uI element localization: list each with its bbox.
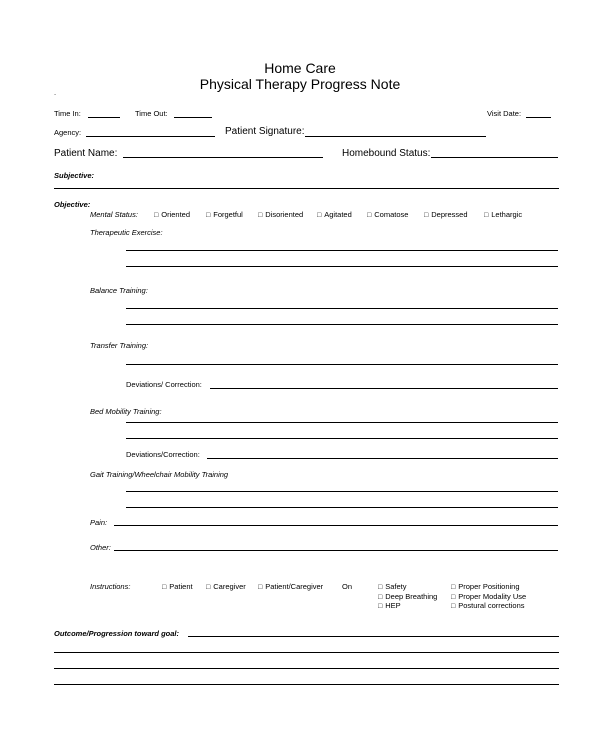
transfer-training-line[interactable] (126, 364, 558, 365)
therapeutic-exercise-label: Therapeutic Exercise: (90, 228, 163, 237)
deviations-correction-field[interactable] (210, 388, 558, 389)
topic-postural-corrections[interactable]: □ Postural corrections (451, 601, 525, 610)
topic-safety[interactable]: □ Safety (378, 582, 407, 591)
mental-option-forgetful[interactable]: □ Forgetful (206, 210, 243, 219)
other-label: Other: (90, 543, 111, 552)
homebound-status-field[interactable] (431, 157, 558, 158)
outcome-field[interactable] (188, 636, 559, 637)
topic-proper-modality-use[interactable]: □ Proper Modality Use (451, 592, 526, 601)
time-in-label: Time In: (54, 109, 81, 118)
instruction-patient[interactable]: □ Patient (162, 582, 193, 591)
deviations-correction-label: Deviations/ Correction: (126, 380, 202, 389)
balance-training-line[interactable] (126, 308, 558, 309)
bed-mobility-line[interactable] (126, 422, 558, 423)
transfer-training-label: Transfer Training: (90, 341, 149, 350)
instruction-patient-caregiver[interactable]: □ Patient/Caregiver (258, 582, 323, 591)
time-out-label: Time Out: (135, 109, 168, 118)
outcome-line[interactable] (54, 684, 559, 685)
balance-training-line[interactable] (126, 324, 558, 325)
mental-option-depressed[interactable]: □ Depressed (424, 210, 468, 219)
instructions-label: Instructions: (90, 582, 131, 591)
pain-field[interactable] (114, 525, 558, 526)
time-out-field[interactable] (174, 117, 212, 118)
homebound-status-label: Homebound Status: (342, 148, 431, 159)
other-field[interactable] (114, 550, 558, 551)
outcome-label: Outcome/Progression toward goal: (54, 629, 180, 638)
topic-deep-breathing[interactable]: □ Deep Breathing (378, 592, 437, 601)
gait-training-label: Gait Training/Wheelchair Mobility Training (90, 470, 229, 479)
patient-name-field[interactable] (123, 157, 323, 158)
deviations-correction-field-2[interactable] (207, 458, 558, 459)
objective-label: Objective: (54, 200, 91, 209)
bed-mobility-line[interactable] (126, 438, 558, 439)
mental-option-agitated[interactable]: □ Agitated (317, 210, 352, 219)
topic-proper-positioning[interactable]: □ Proper Positioning (451, 582, 520, 591)
form-title: Home Care (264, 60, 336, 76)
mental-option-oriented[interactable]: □ Oriented (154, 210, 190, 219)
gait-training-line[interactable] (126, 491, 558, 492)
outcome-line[interactable] (54, 652, 559, 653)
mental-option-lethargic[interactable]: □ Lethargic (484, 210, 522, 219)
gait-training-line[interactable] (126, 507, 558, 508)
patient-name-label: Patient Name: (54, 148, 118, 159)
time-in-field[interactable] (88, 117, 120, 118)
visit-date-label: Visit Date: (487, 109, 522, 118)
therapeutic-exercise-line[interactable] (126, 266, 558, 267)
mental-status-label: Mental Status: (90, 210, 138, 219)
deviations-correction-label-2: Deviations/Correction: (126, 450, 200, 459)
mental-option-disoriented[interactable]: □ Disoriented (258, 210, 303, 219)
mental-option-comatose[interactable]: □ Comatose (367, 210, 408, 219)
bed-mobility-label: Bed Mobility Training: (90, 407, 162, 416)
patient-signature-label: Patient Signature: (225, 126, 305, 137)
patient-signature-field[interactable] (305, 136, 486, 137)
topic-hep[interactable]: □ HEP (378, 601, 401, 610)
agency-field[interactable] (86, 136, 215, 137)
pain-label: Pain: (90, 518, 108, 527)
subjective-label: Subjective: (54, 171, 95, 180)
balance-training-label: Balance Training: (90, 286, 148, 295)
form-subtitle: Physical Therapy Progress Note (199, 76, 401, 92)
instruction-caregiver[interactable]: □ Caregiver (206, 582, 246, 591)
visit-date-field[interactable] (526, 117, 551, 118)
therapeutic-exercise-line[interactable] (126, 250, 558, 251)
subjective-field[interactable] (54, 188, 559, 189)
stray-dot: . (54, 88, 57, 97)
instruction-on-label: On (342, 582, 353, 591)
outcome-line[interactable] (54, 668, 559, 669)
agency-label: Agency: (54, 128, 82, 137)
